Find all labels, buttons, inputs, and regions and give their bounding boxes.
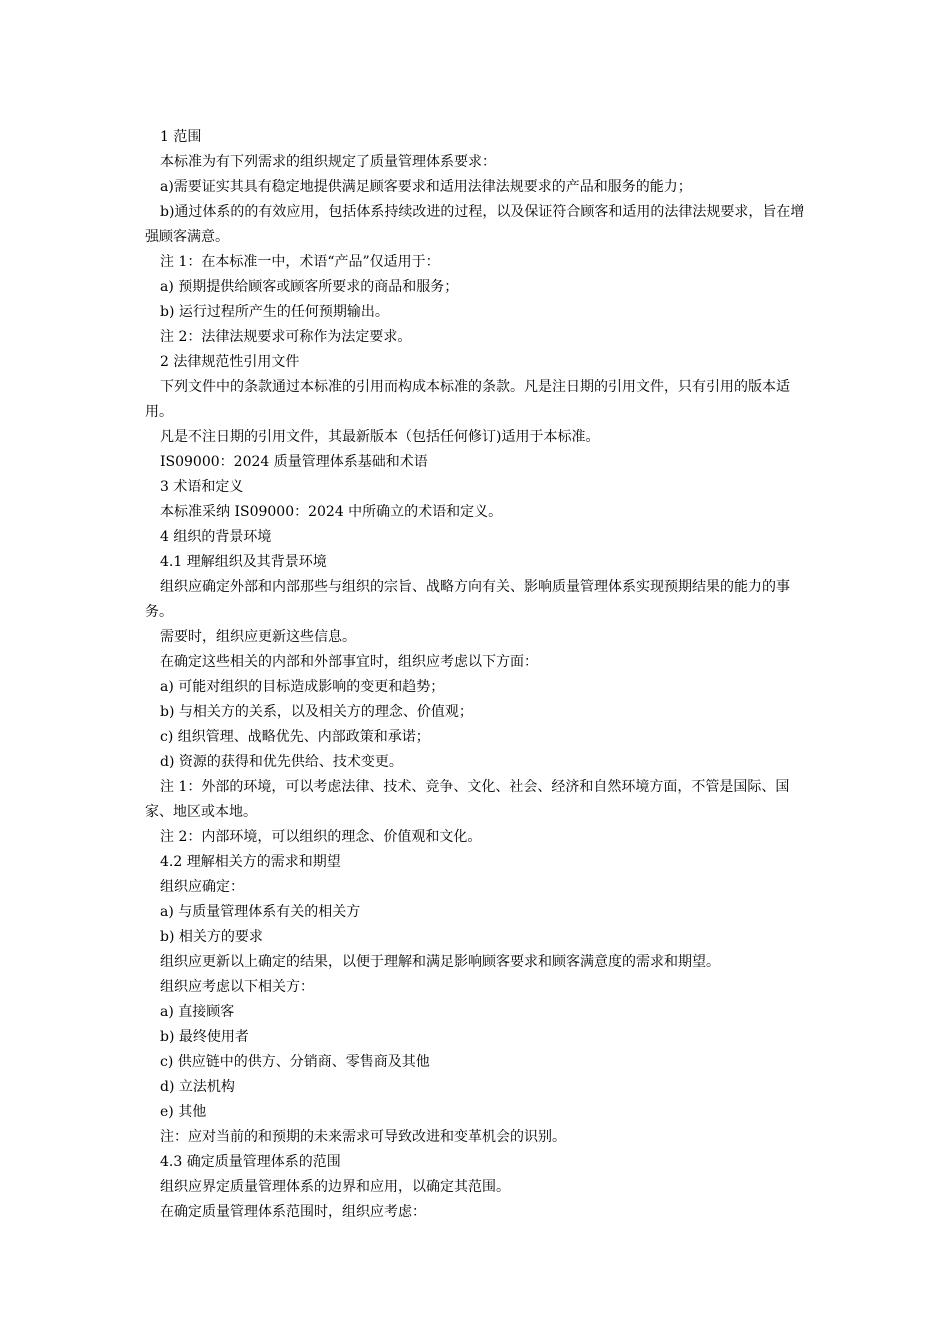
- list-item: c) 供应链中的供方、分销商、零售商及其他: [160, 1054, 430, 1070]
- list-item: b)通过体系的的有效应用，包括体系持续改进的过程，以及保证符合顾客和适用的法律法规要求，旨在增强顾客满意。: [145, 204, 805, 245]
- heading-terms: 3 术语和定义: [160, 479, 244, 495]
- heading-context: 4 组织的背景环境: [160, 529, 272, 545]
- list-item: a) 可能对组织的目标造成影响的变更和趋势；: [160, 679, 445, 695]
- paragraph: 凡是不注日期的引用文件，其最新版本（包括任何修订)适用于本标准。: [160, 429, 600, 445]
- list-item: e) 其他: [160, 1104, 207, 1120]
- list-item: b) 最终使用者: [160, 1029, 249, 1045]
- note: 注 1：在本标准一中，术语“产品”仅适用于：: [160, 254, 440, 270]
- heading-4-3: 4.3 确定质量管理体系的范围: [160, 1154, 341, 1170]
- note: 注 1：外部的环境，可以考虑法律、技术、竞争、文化、社会、经济和自然环境方面，不管是国际、国家、地区或本地。: [145, 779, 790, 820]
- list-item: c) 组织管理、战略优先、内部政策和承诺；: [160, 729, 430, 745]
- note: 注 2：法律法规要求可称作为法定要求。: [160, 329, 412, 345]
- list-item: a) 预期提供给顾客或顾客所要求的商品和服务；: [160, 279, 459, 295]
- list-item: b) 运行过程所产生的任何预期输出。: [160, 304, 389, 320]
- note: 注：应对当前的和预期的未来需求可导致改进和变革机会的识别。: [160, 1129, 566, 1145]
- document-body: [145, 125, 805, 1225]
- paragraph: 组织应更新以上确定的结果，以便于理解和满足影响顾客要求和顾客满意度的需求和期望。: [160, 954, 720, 970]
- list-item: a) 与质量管理体系有关的相关方: [160, 904, 361, 920]
- list-item: a)需要证实其具有稳定地提供满足顾客要求和适用法律法规要求的产品和服务的能力；: [160, 179, 692, 195]
- list-item: b) 与相关方的关系，以及相关方的理念、价值观；: [160, 704, 473, 720]
- paragraph: IS09000：2024 质量管理体系基础和术语: [160, 454, 428, 470]
- paragraph: 在确定这些相关的内部和外部事宜时，组织应考虑以下方面：: [160, 654, 538, 670]
- paragraph: 组织应确定外部和内部那些与组织的宗旨、战略方向有关、影响质量管理体系实现预期结果的能力的事务。: [145, 579, 790, 620]
- list-item: a) 直接顾客: [160, 1004, 235, 1020]
- heading-4-1: 4.1 理解组织及其背景环境: [160, 554, 327, 570]
- paragraph: 需要时，组织应更新这些信息。: [160, 629, 356, 645]
- list-item: d) 立法机构: [160, 1079, 235, 1095]
- paragraph: 组织应界定质量管理体系的边界和应用，以确定其范围。: [160, 1179, 510, 1195]
- paragraph: 下列文件中的条款通过本标准的引用而构成本标准的条款。凡是注日期的引用文件，只有引用的版本适用。: [145, 379, 790, 420]
- paragraph: 组织应确定：: [160, 879, 244, 895]
- list-item: b) 相关方的要求: [160, 929, 263, 945]
- paragraph: 本标准为有下列需求的组织规定了质量管理体系要求：: [160, 154, 496, 170]
- paragraph: 本标准采纳 IS09000：2024 中所确立的术语和定义。: [160, 504, 503, 520]
- note: 注 2：内部环境，可以组织的理念、价值观和文化。: [160, 829, 482, 845]
- paragraph: 组织应考虑以下相关方：: [160, 979, 314, 995]
- heading-normative-references: 2 法律规范性引用文件: [160, 354, 300, 370]
- paragraph: 在确定质量管理体系范围时，组织应考虑：: [160, 1204, 426, 1220]
- list-item: d) 资源的获得和优先供给、技术变更。: [160, 754, 403, 770]
- heading-scope: 1 范围: [160, 129, 202, 145]
- heading-4-2: 4.2 理解相关方的需求和期望: [160, 854, 341, 870]
